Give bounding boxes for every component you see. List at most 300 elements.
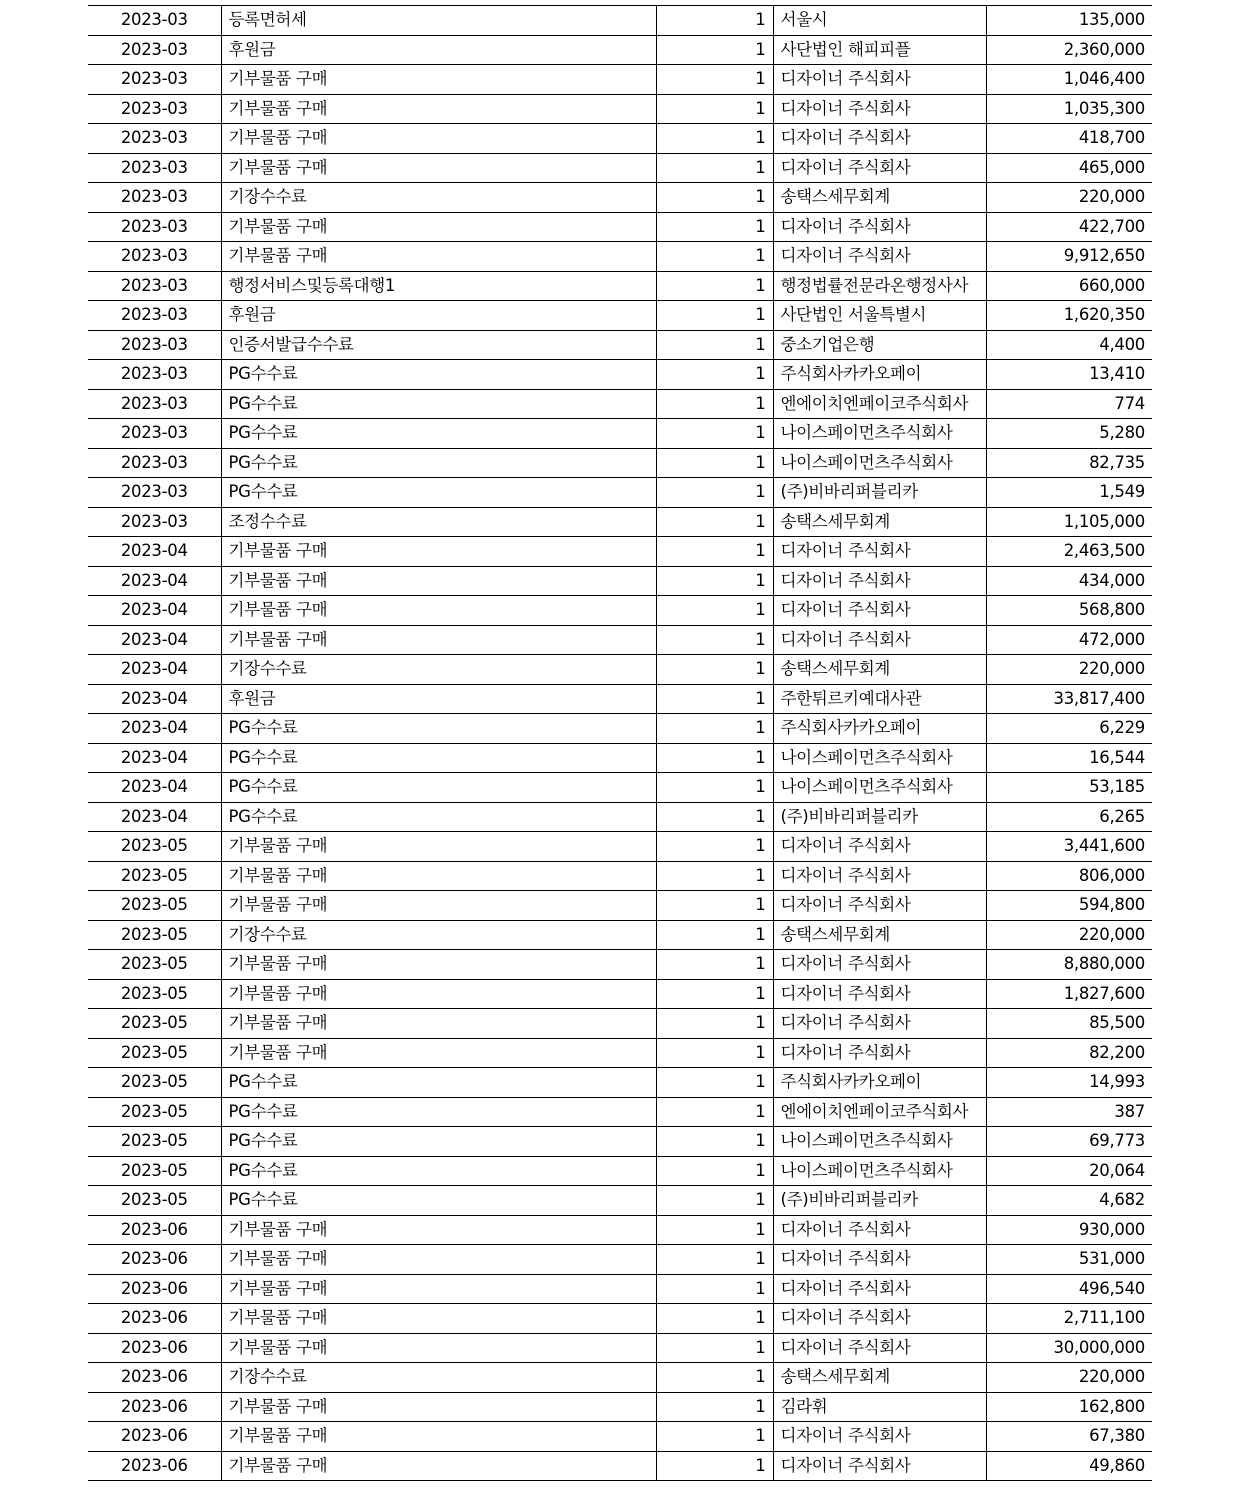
date-cell: 2023-03 (88, 507, 221, 537)
date-cell: 2023-06 (88, 1274, 221, 1304)
amount-cell: 594,800 (986, 891, 1152, 921)
date-cell: 2023-03 (88, 301, 221, 331)
date-cell: 2023-06 (88, 1245, 221, 1275)
vendor-cell: 나이스페이먼츠주식회사 (773, 1156, 986, 1186)
quantity-cell: 1 (656, 566, 773, 596)
table-row (88, 861, 1152, 891)
vendor-cell: 디자이너 주식회사 (773, 1333, 986, 1363)
quantity-cell: 1 (656, 35, 773, 65)
item-cell: 기부물품 구매 (221, 566, 656, 596)
item-cell: PG수수료 (221, 1068, 656, 1098)
quantity-cell: 1 (656, 1038, 773, 1068)
quantity-cell: 1 (656, 271, 773, 301)
item-cell: PG수수료 (221, 1186, 656, 1216)
item-cell: 기부물품 구매 (221, 1304, 656, 1334)
date-cell: 2023-04 (88, 596, 221, 626)
item-cell: 기부물품 구매 (221, 1422, 656, 1452)
date-cell: 2023-05 (88, 832, 221, 862)
table-row (88, 832, 1152, 862)
quantity-cell: 1 (656, 832, 773, 862)
amount-cell: 568,800 (986, 596, 1152, 626)
table-row (88, 6, 1152, 36)
date-cell: 2023-04 (88, 625, 221, 655)
vendor-cell: 디자이너 주식회사 (773, 537, 986, 567)
amount-cell: 1,549 (986, 478, 1152, 508)
quantity-cell: 1 (656, 360, 773, 390)
vendor-cell: 엔에이치엔페이코주식회사 (773, 389, 986, 419)
amount-cell: 33,817,400 (986, 684, 1152, 714)
date-cell: 2023-05 (88, 920, 221, 950)
quantity-cell: 1 (656, 1068, 773, 1098)
date-cell: 2023-04 (88, 566, 221, 596)
item-cell: 기부물품 구매 (221, 124, 656, 154)
quantity-cell: 1 (656, 655, 773, 685)
item-cell: 등록면허세 (221, 6, 656, 36)
table-row (88, 153, 1152, 183)
item-cell: 기부물품 구매 (221, 1392, 656, 1422)
quantity-cell: 1 (656, 1274, 773, 1304)
quantity-cell: 1 (656, 478, 773, 508)
vendor-cell: 디자이너 주식회사 (773, 861, 986, 891)
vendor-cell: 디자이너 주식회사 (773, 979, 986, 1009)
amount-cell: 4,400 (986, 330, 1152, 360)
item-cell: 기부물품 구매 (221, 625, 656, 655)
table-row (88, 1186, 1152, 1216)
table-row (88, 1245, 1152, 1275)
vendor-cell: 나이스페이먼츠주식회사 (773, 448, 986, 478)
quantity-cell: 1 (656, 979, 773, 1009)
table-row (88, 1274, 1152, 1304)
quantity-cell: 1 (656, 1451, 773, 1481)
item-cell: 기부물품 구매 (221, 861, 656, 891)
table-row (88, 448, 1152, 478)
table-row (88, 596, 1152, 626)
table-row (88, 1304, 1152, 1334)
amount-cell: 1,620,350 (986, 301, 1152, 331)
vendor-cell: 중소기업은행 (773, 330, 986, 360)
date-cell: 2023-05 (88, 861, 221, 891)
table-row (88, 537, 1152, 567)
date-cell: 2023-03 (88, 65, 221, 95)
amount-cell: 53,185 (986, 773, 1152, 803)
amount-cell: 220,000 (986, 1363, 1152, 1393)
table-row (88, 271, 1152, 301)
quantity-cell: 1 (656, 6, 773, 36)
table-row (88, 330, 1152, 360)
date-cell: 2023-04 (88, 714, 221, 744)
vendor-cell: 사단법인 서울특별시 (773, 301, 986, 331)
table-row (88, 183, 1152, 213)
vendor-cell: 디자이너 주식회사 (773, 566, 986, 596)
quantity-cell: 1 (656, 684, 773, 714)
item-cell: PG수수료 (221, 1127, 656, 1157)
quantity-cell: 1 (656, 212, 773, 242)
ledger-body (88, 6, 1152, 1481)
table-row (88, 1038, 1152, 1068)
item-cell: PG수수료 (221, 389, 656, 419)
item-cell: 기부물품 구매 (221, 537, 656, 567)
quantity-cell: 1 (656, 301, 773, 331)
amount-cell: 660,000 (986, 271, 1152, 301)
amount-cell: 422,700 (986, 212, 1152, 242)
quantity-cell: 1 (656, 389, 773, 419)
amount-cell: 1,827,600 (986, 979, 1152, 1009)
quantity-cell: 1 (656, 1363, 773, 1393)
vendor-cell: 김라휘 (773, 1392, 986, 1422)
date-cell: 2023-04 (88, 743, 221, 773)
table-row (88, 773, 1152, 803)
table-row (88, 1215, 1152, 1245)
item-cell: 기부물품 구매 (221, 979, 656, 1009)
amount-cell: 220,000 (986, 920, 1152, 950)
date-cell: 2023-03 (88, 271, 221, 301)
amount-cell: 13,410 (986, 360, 1152, 390)
date-cell: 2023-03 (88, 389, 221, 419)
quantity-cell: 1 (656, 1156, 773, 1186)
item-cell: 기부물품 구매 (221, 1451, 656, 1481)
item-cell: 조정수수료 (221, 507, 656, 537)
amount-cell: 1,046,400 (986, 65, 1152, 95)
item-cell: 기부물품 구매 (221, 1038, 656, 1068)
vendor-cell: 디자이너 주식회사 (773, 1304, 986, 1334)
table-row (88, 1363, 1152, 1393)
table-row (88, 1451, 1152, 1481)
table-row (88, 1068, 1152, 1098)
amount-cell: 9,912,650 (986, 242, 1152, 272)
vendor-cell: 디자이너 주식회사 (773, 1451, 986, 1481)
quantity-cell: 1 (656, 1422, 773, 1452)
date-cell: 2023-03 (88, 124, 221, 154)
amount-cell: 69,773 (986, 1127, 1152, 1157)
item-cell: 기부물품 구매 (221, 950, 656, 980)
date-cell: 2023-06 (88, 1333, 221, 1363)
item-cell: PG수수료 (221, 360, 656, 390)
item-cell: PG수수료 (221, 1156, 656, 1186)
vendor-cell: 나이스페이먼츠주식회사 (773, 419, 986, 449)
date-cell: 2023-06 (88, 1363, 221, 1393)
date-cell: 2023-05 (88, 1097, 221, 1127)
item-cell: 기부물품 구매 (221, 891, 656, 921)
table-row (88, 743, 1152, 773)
vendor-cell: 디자이너 주식회사 (773, 1009, 986, 1039)
amount-cell: 2,463,500 (986, 537, 1152, 567)
vendor-cell: 나이스페이먼츠주식회사 (773, 1127, 986, 1157)
table-row (88, 124, 1152, 154)
vendor-cell: 디자이너 주식회사 (773, 242, 986, 272)
amount-cell: 472,000 (986, 625, 1152, 655)
amount-cell: 14,993 (986, 1068, 1152, 1098)
item-cell: 후원금 (221, 301, 656, 331)
item-cell: PG수수료 (221, 478, 656, 508)
quantity-cell: 1 (656, 183, 773, 213)
vendor-cell: 디자이너 주식회사 (773, 891, 986, 921)
item-cell: PG수수료 (221, 1097, 656, 1127)
table-row (88, 684, 1152, 714)
amount-cell: 1,035,300 (986, 94, 1152, 124)
amount-cell: 16,544 (986, 743, 1152, 773)
vendor-cell: 송택스세무회계 (773, 183, 986, 213)
amount-cell: 418,700 (986, 124, 1152, 154)
amount-cell: 82,735 (986, 448, 1152, 478)
amount-cell: 85,500 (986, 1009, 1152, 1039)
date-cell: 2023-03 (88, 153, 221, 183)
vendor-cell: 디자이너 주식회사 (773, 94, 986, 124)
table-row (88, 891, 1152, 921)
amount-cell: 3,441,600 (986, 832, 1152, 862)
item-cell: 기부물품 구매 (221, 1009, 656, 1039)
quantity-cell: 1 (656, 596, 773, 626)
quantity-cell: 1 (656, 1392, 773, 1422)
vendor-cell: 나이스페이먼츠주식회사 (773, 743, 986, 773)
date-cell: 2023-05 (88, 1156, 221, 1186)
amount-cell: 4,682 (986, 1186, 1152, 1216)
quantity-cell: 1 (656, 448, 773, 478)
vendor-cell: 주식회사카카오페이 (773, 1068, 986, 1098)
table-row (88, 655, 1152, 685)
vendor-cell: 주한튀르키예대사관 (773, 684, 986, 714)
date-cell: 2023-06 (88, 1215, 221, 1245)
date-cell: 2023-06 (88, 1422, 221, 1452)
quantity-cell: 1 (656, 1304, 773, 1334)
amount-cell: 774 (986, 389, 1152, 419)
quantity-cell: 1 (656, 625, 773, 655)
vendor-cell: 송택스세무회계 (773, 507, 986, 537)
quantity-cell: 1 (656, 94, 773, 124)
date-cell: 2023-05 (88, 1186, 221, 1216)
amount-cell: 49,860 (986, 1451, 1152, 1481)
quantity-cell: 1 (656, 1127, 773, 1157)
vendor-cell: 디자이너 주식회사 (773, 1215, 986, 1245)
vendor-cell: 디자이너 주식회사 (773, 625, 986, 655)
amount-cell: 5,280 (986, 419, 1152, 449)
date-cell: 2023-05 (88, 1068, 221, 1098)
quantity-cell: 1 (656, 537, 773, 567)
vendor-cell: 디자이너 주식회사 (773, 1422, 986, 1452)
amount-cell: 930,000 (986, 1215, 1152, 1245)
amount-cell: 387 (986, 1097, 1152, 1127)
amount-cell: 220,000 (986, 183, 1152, 213)
quantity-cell: 1 (656, 1097, 773, 1127)
quantity-cell: 1 (656, 714, 773, 744)
table-row (88, 714, 1152, 744)
date-cell: 2023-03 (88, 6, 221, 36)
date-cell: 2023-05 (88, 950, 221, 980)
item-cell: 기부물품 구매 (221, 153, 656, 183)
amount-cell: 2,360,000 (986, 35, 1152, 65)
table-row (88, 1156, 1152, 1186)
table-row (88, 1127, 1152, 1157)
vendor-cell: (주)비바리퍼블리카 (773, 802, 986, 832)
vendor-cell: 송택스세무회계 (773, 920, 986, 950)
table-row (88, 301, 1152, 331)
quantity-cell: 1 (656, 1215, 773, 1245)
date-cell: 2023-03 (88, 94, 221, 124)
amount-cell: 531,000 (986, 1245, 1152, 1275)
quantity-cell: 1 (656, 1333, 773, 1363)
item-cell: 기부물품 구매 (221, 1333, 656, 1363)
amount-cell: 6,265 (986, 802, 1152, 832)
vendor-cell: 디자이너 주식회사 (773, 212, 986, 242)
table-row (88, 94, 1152, 124)
item-cell: 기부물품 구매 (221, 832, 656, 862)
quantity-cell: 1 (656, 891, 773, 921)
date-cell: 2023-06 (88, 1304, 221, 1334)
item-cell: 기장수수료 (221, 1363, 656, 1393)
amount-cell: 162,800 (986, 1392, 1152, 1422)
item-cell: 기부물품 구매 (221, 94, 656, 124)
table-row (88, 1392, 1152, 1422)
vendor-cell: 디자이너 주식회사 (773, 1245, 986, 1275)
date-cell: 2023-03 (88, 478, 221, 508)
item-cell: PG수수료 (221, 419, 656, 449)
vendor-cell: 디자이너 주식회사 (773, 832, 986, 862)
table-row (88, 507, 1152, 537)
quantity-cell: 1 (656, 773, 773, 803)
vendor-cell: 디자이너 주식회사 (773, 596, 986, 626)
date-cell: 2023-04 (88, 773, 221, 803)
quantity-cell: 1 (656, 861, 773, 891)
item-cell: PG수수료 (221, 714, 656, 744)
item-cell: PG수수료 (221, 743, 656, 773)
table-row (88, 419, 1152, 449)
date-cell: 2023-05 (88, 1127, 221, 1157)
item-cell: PG수수료 (221, 448, 656, 478)
date-cell: 2023-03 (88, 35, 221, 65)
table-row (88, 1009, 1152, 1039)
item-cell: 기부물품 구매 (221, 1215, 656, 1245)
item-cell: 기장수수료 (221, 183, 656, 213)
quantity-cell: 1 (656, 802, 773, 832)
item-cell: 기부물품 구매 (221, 65, 656, 95)
table-row (88, 360, 1152, 390)
item-cell: 기장수수료 (221, 920, 656, 950)
vendor-cell: 행정법률전문라온행정사사 (773, 271, 986, 301)
date-cell: 2023-05 (88, 1009, 221, 1039)
table-row (88, 979, 1152, 1009)
item-cell: PG수수료 (221, 773, 656, 803)
date-cell: 2023-04 (88, 537, 221, 567)
vendor-cell: (주)비바리퍼블리카 (773, 478, 986, 508)
vendor-cell: 엔에이치엔페이코주식회사 (773, 1097, 986, 1127)
table-row (88, 625, 1152, 655)
quantity-cell: 1 (656, 242, 773, 272)
date-cell: 2023-03 (88, 242, 221, 272)
item-cell: 행정서비스및등록대행1 (221, 271, 656, 301)
vendor-cell: 디자이너 주식회사 (773, 1038, 986, 1068)
amount-cell: 82,200 (986, 1038, 1152, 1068)
table-row (88, 1333, 1152, 1363)
date-cell: 2023-04 (88, 802, 221, 832)
amount-cell: 135,000 (986, 6, 1152, 36)
quantity-cell: 1 (656, 419, 773, 449)
date-cell: 2023-03 (88, 419, 221, 449)
date-cell: 2023-04 (88, 684, 221, 714)
amount-cell: 220,000 (986, 655, 1152, 685)
vendor-cell: 주식회사카카오페이 (773, 714, 986, 744)
amount-cell: 30,000,000 (986, 1333, 1152, 1363)
amount-cell: 465,000 (986, 153, 1152, 183)
item-cell: 기부물품 구매 (221, 1274, 656, 1304)
date-cell: 2023-03 (88, 183, 221, 213)
amount-cell: 806,000 (986, 861, 1152, 891)
amount-cell: 2,711,100 (986, 1304, 1152, 1334)
item-cell: 후원금 (221, 35, 656, 65)
amount-cell: 20,064 (986, 1156, 1152, 1186)
vendor-cell: 디자이너 주식회사 (773, 1274, 986, 1304)
item-cell: PG수수료 (221, 802, 656, 832)
date-cell: 2023-05 (88, 979, 221, 1009)
quantity-cell: 1 (656, 743, 773, 773)
table-row (88, 920, 1152, 950)
table-row (88, 478, 1152, 508)
quantity-cell: 1 (656, 1245, 773, 1275)
quantity-cell: 1 (656, 124, 773, 154)
table-row (88, 389, 1152, 419)
table-row (88, 802, 1152, 832)
date-cell: 2023-05 (88, 1038, 221, 1068)
quantity-cell: 1 (656, 65, 773, 95)
quantity-cell: 1 (656, 920, 773, 950)
date-cell: 2023-03 (88, 212, 221, 242)
vendor-cell: 주식회사카카오페이 (773, 360, 986, 390)
vendor-cell: 송택스세무회계 (773, 655, 986, 685)
quantity-cell: 1 (656, 153, 773, 183)
vendor-cell: 사단법인 해피피플 (773, 35, 986, 65)
amount-cell: 67,380 (986, 1422, 1152, 1452)
table-row (88, 1097, 1152, 1127)
table-row (88, 212, 1152, 242)
vendor-cell: (주)비바리퍼블리카 (773, 1186, 986, 1216)
item-cell: 인증서발급수수료 (221, 330, 656, 360)
quantity-cell: 1 (656, 1186, 773, 1216)
item-cell: 기부물품 구매 (221, 596, 656, 626)
expense-ledger-table (88, 5, 1152, 1481)
table-row (88, 1422, 1152, 1452)
date-cell: 2023-03 (88, 448, 221, 478)
date-cell: 2023-03 (88, 360, 221, 390)
amount-cell: 434,000 (986, 566, 1152, 596)
quantity-cell: 1 (656, 330, 773, 360)
vendor-cell: 디자이너 주식회사 (773, 950, 986, 980)
amount-cell: 8,880,000 (986, 950, 1152, 980)
date-cell: 2023-06 (88, 1451, 221, 1481)
item-cell: 기부물품 구매 (221, 212, 656, 242)
quantity-cell: 1 (656, 507, 773, 537)
quantity-cell: 1 (656, 1009, 773, 1039)
table-row (88, 65, 1152, 95)
table-row (88, 35, 1152, 65)
vendor-cell: 디자이너 주식회사 (773, 65, 986, 95)
vendor-cell: 송택스세무회계 (773, 1363, 986, 1393)
date-cell: 2023-06 (88, 1392, 221, 1422)
date-cell: 2023-03 (88, 330, 221, 360)
table-row (88, 950, 1152, 980)
item-cell: 기부물품 구매 (221, 1245, 656, 1275)
amount-cell: 496,540 (986, 1274, 1152, 1304)
date-cell: 2023-05 (88, 891, 221, 921)
item-cell: 기장수수료 (221, 655, 656, 685)
amount-cell: 6,229 (986, 714, 1152, 744)
date-cell: 2023-04 (88, 655, 221, 685)
quantity-cell: 1 (656, 950, 773, 980)
amount-cell: 1,105,000 (986, 507, 1152, 537)
item-cell: 기부물품 구매 (221, 242, 656, 272)
vendor-cell: 디자이너 주식회사 (773, 124, 986, 154)
vendor-cell: 나이스페이먼츠주식회사 (773, 773, 986, 803)
vendor-cell: 디자이너 주식회사 (773, 153, 986, 183)
table-row (88, 566, 1152, 596)
vendor-cell: 서울시 (773, 6, 986, 36)
